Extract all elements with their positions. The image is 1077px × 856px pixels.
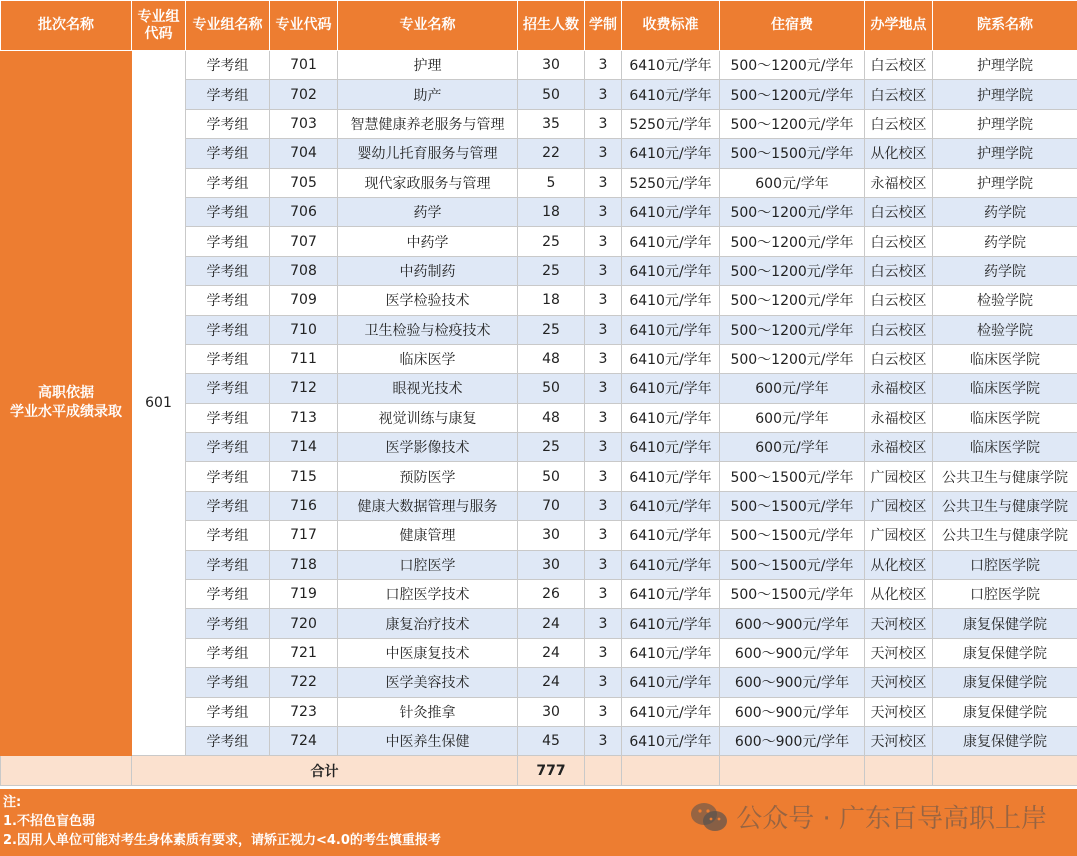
table-body (1, 51, 1077, 786)
tuition-cell: 6410元/学年 (622, 139, 720, 168)
group-name-cell: 学考组 (186, 697, 270, 726)
group-name-cell: 学考组 (186, 51, 270, 80)
major-code-cell: 713 (270, 403, 338, 432)
department-cell: 口腔医学院 (933, 580, 1077, 609)
campus-cell: 白云校区 (865, 315, 933, 344)
enrollment-cell: 35 (518, 109, 585, 138)
accommodation-cell: 500～1200元/学年 (720, 344, 865, 373)
major-code-cell: 711 (270, 344, 338, 373)
tuition-cell: 6410元/学年 (622, 462, 720, 491)
major-name-cell: 中药制药 (338, 256, 518, 285)
campus-cell: 白云校区 (865, 80, 933, 109)
campus-cell: 永福校区 (865, 168, 933, 197)
enrollment-cell: 30 (518, 697, 585, 726)
batch-name-cell: 高职依据 学业水平成绩录取 (1, 51, 132, 756)
department-cell: 口腔医学院 (933, 550, 1077, 579)
major-name-cell: 医学美容技术 (338, 668, 518, 697)
tuition-cell: 6410元/学年 (622, 374, 720, 403)
total-row (1, 756, 1077, 785)
group-name-cell: 学考组 (186, 550, 270, 579)
enrollment-cell: 25 (518, 315, 585, 344)
accommodation-cell: 600元/学年 (720, 433, 865, 462)
group-name-cell: 学考组 (186, 668, 270, 697)
header-campus: 办学地点 (865, 1, 933, 51)
duration-cell: 3 (585, 139, 622, 168)
accommodation-cell: 500～1500元/学年 (720, 580, 865, 609)
major-name-cell: 健康管理 (338, 521, 518, 550)
enrollment-cell: 24 (518, 668, 585, 697)
accommodation-cell: 500～1500元/学年 (720, 550, 865, 579)
total-empty-cell (585, 756, 622, 785)
duration-cell: 3 (585, 168, 622, 197)
department-cell: 康复保健学院 (933, 609, 1077, 638)
accommodation-cell: 500～1500元/学年 (720, 139, 865, 168)
enrollment-cell: 25 (518, 256, 585, 285)
major-code-cell: 719 (270, 580, 338, 609)
campus-cell: 广园校区 (865, 491, 933, 520)
campus-cell: 白云校区 (865, 109, 933, 138)
department-cell: 公共卫生与健康学院 (933, 521, 1077, 550)
major-code-cell: 703 (270, 109, 338, 138)
accommodation-cell: 600元/学年 (720, 374, 865, 403)
header-group-name: 专业组名称 (186, 1, 270, 51)
major-name-cell: 预防医学 (338, 462, 518, 491)
department-cell: 护理学院 (933, 168, 1077, 197)
enrollment-cell: 30 (518, 521, 585, 550)
major-name-cell: 口腔医学技术 (338, 580, 518, 609)
header-group-code: 专业组 代码 (132, 1, 186, 51)
major-name-cell: 口腔医学 (338, 550, 518, 579)
major-code-cell: 712 (270, 374, 338, 403)
tuition-cell: 6410元/学年 (622, 344, 720, 373)
duration-cell: 3 (585, 580, 622, 609)
campus-cell: 天河校区 (865, 609, 933, 638)
major-name-cell: 中医养生保健 (338, 726, 518, 755)
duration-cell: 3 (585, 315, 622, 344)
enrollment-cell: 45 (518, 726, 585, 755)
tuition-cell: 6410元/学年 (622, 433, 720, 462)
header-enrollment: 招生人数 (518, 1, 585, 51)
major-code-cell: 701 (270, 51, 338, 80)
tuition-cell: 6410元/学年 (622, 256, 720, 285)
duration-cell: 3 (585, 374, 622, 403)
enrollment-cell: 22 (518, 139, 585, 168)
tuition-cell: 6410元/学年 (622, 403, 720, 432)
duration-cell: 3 (585, 433, 622, 462)
tuition-cell: 6410元/学年 (622, 491, 720, 520)
campus-cell: 从化校区 (865, 580, 933, 609)
header-tuition: 收费标准 (622, 1, 720, 51)
group-name-cell: 学考组 (186, 227, 270, 256)
major-name-cell: 眼视光技术 (338, 374, 518, 403)
major-code-cell: 709 (270, 286, 338, 315)
duration-cell: 3 (585, 697, 622, 726)
department-cell: 公共卫生与健康学院 (933, 491, 1077, 520)
tuition-cell: 6410元/学年 (622, 550, 720, 579)
accommodation-cell: 500～1200元/学年 (720, 51, 865, 80)
group-name-cell: 学考组 (186, 726, 270, 755)
major-code-cell: 723 (270, 697, 338, 726)
campus-cell: 白云校区 (865, 286, 933, 315)
group-name-cell: 学考组 (186, 286, 270, 315)
accommodation-cell: 500～1200元/学年 (720, 227, 865, 256)
notes-title: 注: (3, 795, 22, 810)
major-code-cell: 715 (270, 462, 338, 491)
group-name-cell: 学考组 (186, 109, 270, 138)
campus-cell: 天河校区 (865, 668, 933, 697)
enrollment-cell: 48 (518, 403, 585, 432)
campus-cell: 从化校区 (865, 550, 933, 579)
header-accommodation: 住宿费 (720, 1, 865, 51)
department-cell: 药学院 (933, 227, 1077, 256)
major-code-cell: 721 (270, 638, 338, 667)
major-code-cell: 722 (270, 668, 338, 697)
group-name-cell: 学考组 (186, 580, 270, 609)
campus-cell: 白云校区 (865, 344, 933, 373)
tuition-cell: 6410元/学年 (622, 197, 720, 226)
duration-cell: 3 (585, 51, 622, 80)
accommodation-cell: 600～900元/学年 (720, 609, 865, 638)
enrollment-cell: 5 (518, 168, 585, 197)
group-name-cell: 学考组 (186, 256, 270, 285)
duration-cell: 3 (585, 668, 622, 697)
major-name-cell: 医学影像技术 (338, 433, 518, 462)
department-cell: 护理学院 (933, 109, 1077, 138)
campus-cell: 白云校区 (865, 256, 933, 285)
accommodation-cell: 500～1500元/学年 (720, 521, 865, 550)
major-name-cell: 临床医学 (338, 344, 518, 373)
duration-cell: 3 (585, 197, 622, 226)
accommodation-cell: 500～1200元/学年 (720, 315, 865, 344)
duration-cell: 3 (585, 286, 622, 315)
major-code-cell: 707 (270, 227, 338, 256)
table-row (1, 51, 1077, 80)
campus-cell: 天河校区 (865, 638, 933, 667)
campus-cell: 天河校区 (865, 726, 933, 755)
major-name-cell: 助产 (338, 80, 518, 109)
major-name-cell: 健康大数据管理与服务 (338, 491, 518, 520)
enrollment-cell: 48 (518, 344, 585, 373)
enrollment-cell: 30 (518, 51, 585, 80)
total-empty-cell (622, 756, 720, 785)
note-line-1: 1.不招色盲色弱 (3, 814, 95, 829)
major-code-cell: 714 (270, 433, 338, 462)
duration-cell: 3 (585, 491, 622, 520)
department-cell: 临床医学院 (933, 403, 1077, 432)
accommodation-cell: 500～1200元/学年 (720, 80, 865, 109)
accommodation-cell: 600～900元/学年 (720, 697, 865, 726)
group-name-cell: 学考组 (186, 80, 270, 109)
group-name-cell: 学考组 (186, 433, 270, 462)
tuition-cell: 6410元/学年 (622, 638, 720, 667)
department-cell: 检验学院 (933, 315, 1077, 344)
tuition-cell: 6410元/学年 (622, 521, 720, 550)
group-name-cell: 学考组 (186, 315, 270, 344)
tuition-cell: 6410元/学年 (622, 286, 720, 315)
campus-cell: 白云校区 (865, 197, 933, 226)
duration-cell: 3 (585, 638, 622, 667)
total-empty-cell (720, 756, 865, 785)
department-cell: 药学院 (933, 256, 1077, 285)
department-cell: 康复保健学院 (933, 638, 1077, 667)
duration-cell: 3 (585, 227, 622, 256)
accommodation-cell: 500～1500元/学年 (720, 491, 865, 520)
accommodation-cell: 500～1200元/学年 (720, 286, 865, 315)
major-code-cell: 717 (270, 521, 338, 550)
notes-block (3, 793, 441, 850)
major-name-cell: 卫生检验与检疫技术 (338, 315, 518, 344)
campus-cell: 天河校区 (865, 697, 933, 726)
group-name-cell: 学考组 (186, 609, 270, 638)
tuition-cell: 6410元/学年 (622, 51, 720, 80)
accommodation-cell: 600元/学年 (720, 168, 865, 197)
enrollment-cell: 50 (518, 374, 585, 403)
major-name-cell: 现代家政服务与管理 (338, 168, 518, 197)
group-name-cell: 学考组 (186, 344, 270, 373)
campus-cell: 广园校区 (865, 521, 933, 550)
enrollment-cell: 30 (518, 550, 585, 579)
group-name-cell: 学考组 (186, 638, 270, 667)
enrollment-cell: 18 (518, 197, 585, 226)
header-duration: 学制 (585, 1, 622, 51)
enrollment-cell: 26 (518, 580, 585, 609)
enrollment-cell: 18 (518, 286, 585, 315)
major-name-cell: 中药学 (338, 227, 518, 256)
tuition-cell: 6410元/学年 (622, 668, 720, 697)
total-label: 合计 (132, 756, 518, 785)
major-code-cell: 710 (270, 315, 338, 344)
group-code-cell: 601 (132, 51, 186, 756)
group-name-cell: 学考组 (186, 403, 270, 432)
total-value: 777 (518, 756, 585, 785)
tuition-cell: 6410元/学年 (622, 80, 720, 109)
major-name-cell: 药学 (338, 197, 518, 226)
department-cell: 康复保健学院 (933, 668, 1077, 697)
duration-cell: 3 (585, 550, 622, 579)
tuition-cell: 6410元/学年 (622, 580, 720, 609)
major-name-cell: 视觉训练与康复 (338, 403, 518, 432)
campus-cell: 永福校区 (865, 433, 933, 462)
department-cell: 护理学院 (933, 80, 1077, 109)
duration-cell: 3 (585, 80, 622, 109)
accommodation-cell: 500～1500元/学年 (720, 462, 865, 491)
department-cell: 临床医学院 (933, 433, 1077, 462)
tuition-cell: 6410元/学年 (622, 227, 720, 256)
duration-cell: 3 (585, 403, 622, 432)
major-name-cell: 针灸推拿 (338, 697, 518, 726)
department-cell: 临床医学院 (933, 374, 1077, 403)
enrollment-cell: 24 (518, 638, 585, 667)
total-empty-cell (865, 756, 933, 785)
accommodation-cell: 500～1200元/学年 (720, 109, 865, 138)
accommodation-cell: 600～900元/学年 (720, 638, 865, 667)
major-name-cell: 中医康复技术 (338, 638, 518, 667)
group-name-cell: 学考组 (186, 374, 270, 403)
department-cell: 检验学院 (933, 286, 1077, 315)
campus-cell: 广园校区 (865, 462, 933, 491)
duration-cell: 3 (585, 344, 622, 373)
accommodation-cell: 500～1200元/学年 (720, 256, 865, 285)
total-empty-cell (1, 756, 132, 785)
note-line-2: 2.因用人单位可能对考生身体素质有要求，请矫正视力<4.0的考生慎重报考 (3, 833, 441, 848)
department-cell: 药学院 (933, 197, 1077, 226)
department-cell: 康复保健学院 (933, 697, 1077, 726)
wechat-icon (690, 801, 728, 833)
major-code-cell: 705 (270, 168, 338, 197)
department-cell: 康复保健学院 (933, 726, 1077, 755)
major-name-cell: 康复治疗技术 (338, 609, 518, 638)
major-name-cell: 护理 (338, 51, 518, 80)
enrollment-cell: 24 (518, 609, 585, 638)
duration-cell: 3 (585, 726, 622, 755)
duration-cell: 3 (585, 109, 622, 138)
total-empty-cell (933, 756, 1077, 785)
major-code-cell: 708 (270, 256, 338, 285)
group-name-cell: 学考组 (186, 139, 270, 168)
watermark-text: 公众号 · 广东百导高职上岸 (736, 804, 1047, 834)
accommodation-cell: 600～900元/学年 (720, 726, 865, 755)
enrollment-cell: 50 (518, 80, 585, 109)
major-name-cell: 智慧健康养老服务与管理 (338, 109, 518, 138)
header-batch-name: 批次名称 (1, 1, 132, 51)
group-name-cell: 学考组 (186, 168, 270, 197)
major-code-cell: 702 (270, 80, 338, 109)
header-major-code: 专业代码 (270, 1, 338, 51)
watermark (690, 798, 1047, 835)
notes-footer (0, 789, 1077, 856)
duration-cell: 3 (585, 609, 622, 638)
tuition-cell: 6410元/学年 (622, 315, 720, 344)
accommodation-cell: 600元/学年 (720, 403, 865, 432)
campus-cell: 白云校区 (865, 227, 933, 256)
department-cell: 护理学院 (933, 51, 1077, 80)
tuition-cell: 5250元/学年 (622, 109, 720, 138)
major-code-cell: 724 (270, 726, 338, 755)
tuition-cell: 6410元/学年 (622, 609, 720, 638)
enrollment-cell: 70 (518, 491, 585, 520)
group-name-cell: 学考组 (186, 491, 270, 520)
header-department: 院系名称 (933, 1, 1077, 51)
major-code-cell: 716 (270, 491, 338, 520)
major-code-cell: 704 (270, 139, 338, 168)
enrollment-cell: 25 (518, 227, 585, 256)
major-code-cell: 706 (270, 197, 338, 226)
duration-cell: 3 (585, 462, 622, 491)
campus-cell: 永福校区 (865, 374, 933, 403)
campus-cell: 白云校区 (865, 51, 933, 80)
tuition-cell: 6410元/学年 (622, 697, 720, 726)
duration-cell: 3 (585, 521, 622, 550)
group-name-cell: 学考组 (186, 197, 270, 226)
major-code-cell: 718 (270, 550, 338, 579)
group-name-cell: 学考组 (186, 462, 270, 491)
major-name-cell: 医学检验技术 (338, 286, 518, 315)
tuition-cell: 5250元/学年 (622, 168, 720, 197)
duration-cell: 3 (585, 256, 622, 285)
department-cell: 护理学院 (933, 139, 1077, 168)
group-name-cell: 学考组 (186, 521, 270, 550)
major-code-cell: 720 (270, 609, 338, 638)
enrollment-cell: 50 (518, 462, 585, 491)
accommodation-cell: 600～900元/学年 (720, 668, 865, 697)
table-header-row (1, 1, 1077, 51)
campus-cell: 永福校区 (865, 403, 933, 432)
tuition-cell: 6410元/学年 (622, 726, 720, 755)
enrollment-cell: 25 (518, 433, 585, 462)
department-cell: 临床医学院 (933, 344, 1077, 373)
department-cell: 公共卫生与健康学院 (933, 462, 1077, 491)
accommodation-cell: 500～1200元/学年 (720, 197, 865, 226)
campus-cell: 从化校区 (865, 139, 933, 168)
major-name-cell: 婴幼儿托育服务与管理 (338, 139, 518, 168)
header-major-name: 专业名称 (338, 1, 518, 51)
